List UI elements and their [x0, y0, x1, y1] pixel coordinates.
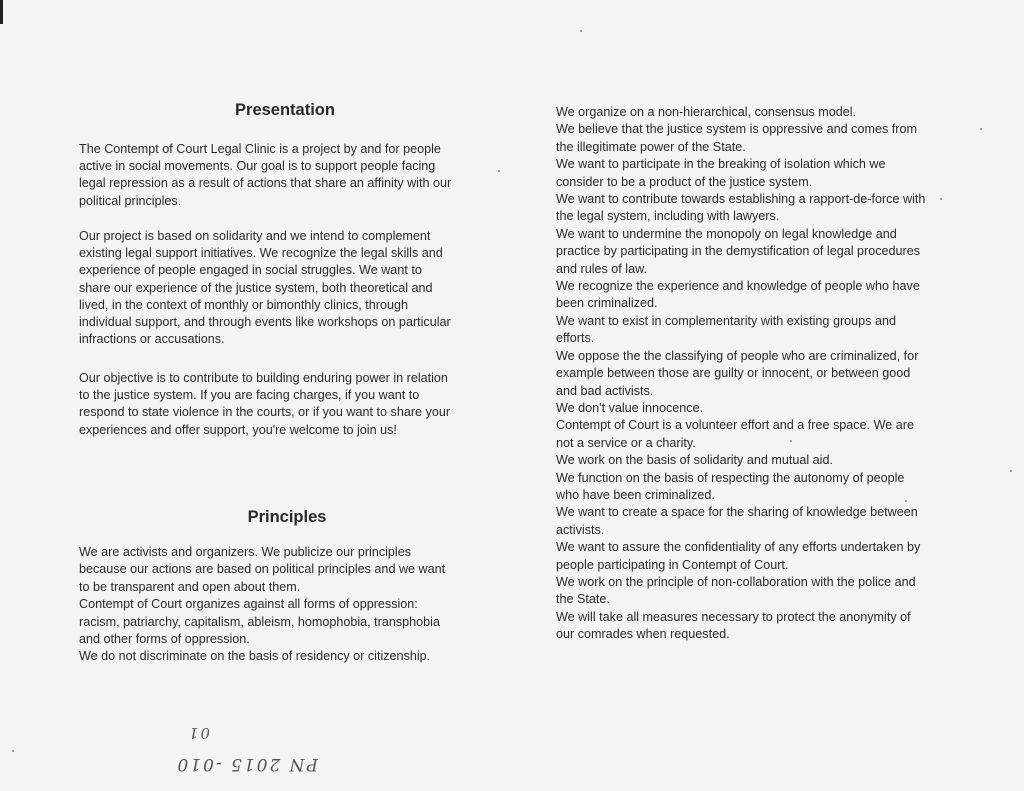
- text-line: experience of people engaged in social struggles. We want to: [79, 263, 422, 278]
- principles-text: [79, 544, 493, 666]
- principles-list-continued: [556, 104, 976, 644]
- handwritten-note-line-1: PN 2015 -010: [175, 754, 318, 774]
- text-line: active in social movements. Our goal is to support people facing: [79, 159, 436, 174]
- text-line: consider to be a product of the justice system.: [556, 174, 813, 189]
- text-line: to be transparent and open about them.: [79, 579, 301, 594]
- text-line: experiences and offer support, you're welcome to join us!: [79, 422, 397, 437]
- text-line: and rules of law.: [556, 261, 648, 276]
- text-line: We want to participate in the breaking of isolation which we: [556, 157, 886, 172]
- scan-speck: [498, 170, 500, 172]
- text-line: Contempt of Court is a volunteer effort and a free space. We are: [556, 418, 914, 433]
- text-line: political principles.: [79, 193, 182, 208]
- text-line: We want to assure the confidentiality of any efforts undertaken by: [556, 540, 921, 555]
- text-line: existing legal support initiatives. We recognize the legal skills and: [79, 246, 443, 261]
- text-line: share our experience of the justice system, both theoretical and: [79, 280, 433, 295]
- text-line: respond to state violence in the courts, or if you want to share your: [79, 405, 451, 420]
- text-line: We oppose the the classifying of people who are criminalized, for: [556, 348, 919, 363]
- text-line: the illegitimate power of the State.: [556, 139, 746, 154]
- text-line: not a service or a charity.: [556, 435, 696, 450]
- presentation-paragraph-2: [79, 228, 493, 348]
- text-line: individual support, and through events like workshops on particular: [79, 315, 451, 330]
- text-line: the legal system, including with lawyers.: [556, 209, 780, 224]
- principles-heading: Principles: [247, 508, 327, 526]
- text-line: We want to create a space for the sharing of knowledge between: [556, 505, 918, 520]
- text-line: Our project is based on solidarity and we intend to complement: [79, 229, 431, 243]
- text-line: We work on the principle of non-collaboration with the police and: [556, 574, 916, 589]
- text-line: who have been criminalized.: [556, 487, 715, 502]
- text-line: We organize on a non-hierarchical, consensus model.: [556, 105, 857, 119]
- text-line: the State.: [556, 592, 610, 607]
- presentation-heading: Presentation: [235, 101, 335, 119]
- scan-speck: [790, 440, 792, 442]
- text-line: and other forms of oppression.: [79, 632, 250, 647]
- text-line: legal repression as a result of actions that share an affinity with our: [79, 176, 452, 191]
- text-line: The Contempt of Court Legal Clinic is a project by and for people: [79, 142, 441, 156]
- text-line: We don't value innocence.: [556, 400, 704, 415]
- scan-speck: [980, 128, 982, 130]
- text-line: efforts.: [556, 331, 595, 346]
- handwritten-note-line-2: 01: [186, 724, 210, 742]
- text-line: We want to exist in complementarity with existing groups and: [556, 313, 896, 328]
- text-line: Contempt of Court organizes against all forms of oppression:: [79, 597, 418, 612]
- text-line: example between those are guilty or innocent, or between good: [556, 366, 911, 381]
- text-line: people participating in Contempt of Court.: [556, 557, 789, 572]
- text-line: infractions or accusations.: [79, 332, 225, 347]
- scan-speck: [1010, 470, 1012, 472]
- text-line: racism, patriarchy, capitalism, ableism, homophobia, transphobia: [79, 614, 440, 629]
- text-line: We want to contribute towards establishing a rapport-de-force with: [556, 192, 926, 207]
- text-line: because our actions are based on political principles and we want: [79, 562, 446, 577]
- text-line: Our objective is to contribute to building enduring power in relation: [79, 371, 448, 385]
- text-line: We function on the basis of respecting the autonomy of people: [556, 470, 905, 485]
- scan-edge-mark: [0, 0, 3, 24]
- text-line: We will take all measures necessary to protect the anonymity of: [556, 609, 911, 624]
- text-line: We work on the basis of solidarity and mutual aid.: [556, 453, 833, 468]
- text-line: We do not discriminate on the basis of residency or citizenship.: [79, 649, 431, 664]
- text-line: activists.: [556, 522, 605, 537]
- scan-speck: [940, 198, 942, 200]
- text-line: to the justice system. If you are facing charges, if you want to: [79, 388, 420, 403]
- text-line: We want to undermine the monopoly on legal knowledge and: [556, 226, 897, 241]
- handwritten-archive-note: [108, 718, 318, 774]
- text-line: our comrades when requested.: [556, 627, 730, 642]
- text-line: We recognize the experience and knowledge of people who have: [556, 279, 920, 294]
- text-line: practice by participating in the demystification of legal procedures: [556, 244, 921, 259]
- presentation-paragraph-1: [79, 141, 493, 210]
- text-line: and bad activists.: [556, 383, 654, 398]
- scan-speck: [12, 750, 14, 752]
- presentation-paragraph-3: [79, 370, 493, 439]
- text-line: We are activists and organizers. We publicize our principles: [79, 545, 412, 559]
- scan-speck: [905, 500, 907, 502]
- text-line: lived, in the context of monthly or bimonthly clinics, through: [79, 297, 408, 312]
- text-line: We believe that the justice system is oppressive and comes from: [556, 122, 917, 137]
- scan-speck: [580, 30, 582, 32]
- text-line: been criminalized.: [556, 296, 658, 311]
